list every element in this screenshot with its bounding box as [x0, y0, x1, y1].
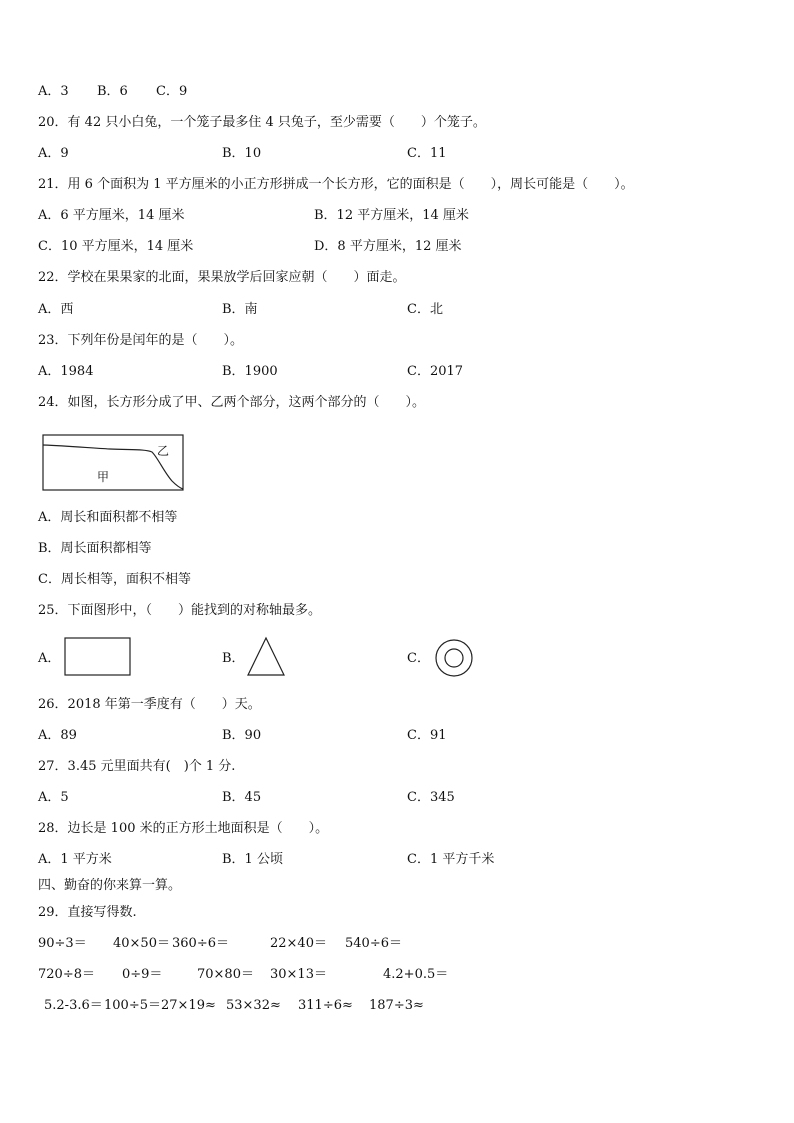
q24-label-jia: 甲 — [97, 470, 110, 484]
q29-item: 360÷6＝ — [172, 936, 229, 951]
q25-option-b: B． — [222, 651, 245, 666]
q27-stem: 27．3.45 元里面共有( )个 1 分. — [38, 759, 236, 774]
q29-stem: 29．直接写得数. — [38, 905, 137, 920]
q29-item: 4.2+0.5＝ — [383, 967, 449, 982]
q29-item: 70×80＝ — [197, 967, 254, 982]
q28-option-c: C．1 平方千米 — [407, 852, 495, 867]
q24-rectangle-figure — [40, 432, 188, 494]
q24-label-yi: 乙 — [157, 444, 170, 458]
q29-item: 720÷8＝ — [38, 967, 95, 982]
q25-rectangle-icon — [63, 636, 133, 678]
q28-stem: 28．边长是 100 米的正方形土地面积是（ ）。 — [38, 821, 329, 836]
q23-option-b: B．1900 — [222, 364, 278, 379]
q26-option-a: A．89 — [38, 728, 77, 743]
q22-option-b: B．南 — [222, 302, 258, 317]
q25-ring-icon — [433, 637, 475, 679]
q24-stem: 24．如图，长方形分成了甲、乙两个部分，这两个部分的（ ）。 — [38, 395, 426, 410]
q21-option-a: A．6 平方厘米，14 厘米 — [38, 208, 185, 223]
q24-option-b: B．周长面积都相等 — [38, 541, 152, 556]
q25-option-a: A． — [38, 651, 61, 666]
q29-item: 22×40＝ — [270, 936, 327, 951]
q29-item: 5.2-3.6＝ — [44, 998, 103, 1013]
q29-item: 540÷6＝ — [345, 936, 402, 951]
q23-option-a: A．1984 — [38, 364, 94, 379]
q29-item: 30×13＝ — [270, 967, 327, 982]
q29-item: 27×19≈ — [161, 998, 216, 1013]
q29-item: 0÷9＝ — [122, 967, 163, 982]
q28-option-b: B．1 公顷 — [222, 852, 283, 867]
q21-stem: 21．用 6 个面积为 1 平方厘米的小正方形拼成一个长方形，它的面积是（ ），周长可能是（ ）。 — [38, 177, 634, 192]
q19-option-a: A．3 — [38, 84, 69, 99]
q24-option-c: C．周长相等，面积不相等 — [38, 572, 191, 587]
q26-option-c: C．91 — [407, 728, 447, 743]
q21-option-d: D．8 平方厘米，12 厘米 — [314, 239, 462, 254]
q22-option-a: A．西 — [38, 302, 74, 317]
q21-option-b: B．12 平方厘米，14 厘米 — [314, 208, 469, 223]
q25-stem: 25．下面图形中，（ ）能找到的对称轴最多。 — [38, 603, 322, 618]
q29-item: 40×50＝ — [113, 936, 170, 951]
q27-option-a: A．5 — [38, 790, 69, 805]
q29-item: 100÷5＝ — [104, 998, 161, 1013]
q29-item: 90÷3＝ — [38, 936, 87, 951]
q28-option-a: A．1 平方米 — [38, 852, 112, 867]
q29-item: 311÷6≈ — [298, 998, 353, 1013]
q27-option-b: B．45 — [222, 790, 262, 805]
q20-option-c: C．11 — [407, 146, 447, 161]
q23-option-c: C．2017 — [407, 364, 464, 379]
q27-option-c: C．345 — [407, 790, 455, 805]
q22-option-c: C．北 — [407, 302, 443, 317]
q23-stem: 23．下列年份是闰年的是（ ）。 — [38, 333, 244, 348]
q20-option-a: A．9 — [38, 146, 69, 161]
q22-stem: 22．学校在果果家的北面，果果放学后回家应朝（ ）面走。 — [38, 270, 406, 285]
q25-option-c: C． — [407, 651, 430, 666]
q29-item: 187÷3≈ — [369, 998, 424, 1013]
q29-item: 53×32≈ — [226, 998, 281, 1013]
q20-option-b: B．10 — [222, 146, 262, 161]
q19-option-c: C．9 — [156, 84, 188, 99]
q21-option-c: C．10 平方厘米，14 厘米 — [38, 239, 194, 254]
q24-option-a: A．周长和面积都不相等 — [38, 510, 178, 525]
q20-stem: 20．有 42 只小白兔，一个笼子最多住 4 只兔子，至少需要（ ）个笼子。 — [38, 115, 486, 130]
q25-triangle-icon — [245, 635, 287, 679]
q26-option-b: B．90 — [222, 728, 262, 743]
section-4-title: 四、勤奋的你来算一算。 — [38, 878, 182, 893]
q26-stem: 26．2018 年第一季度有（ ）天。 — [38, 697, 261, 712]
q19-option-b: B．6 — [97, 84, 128, 99]
